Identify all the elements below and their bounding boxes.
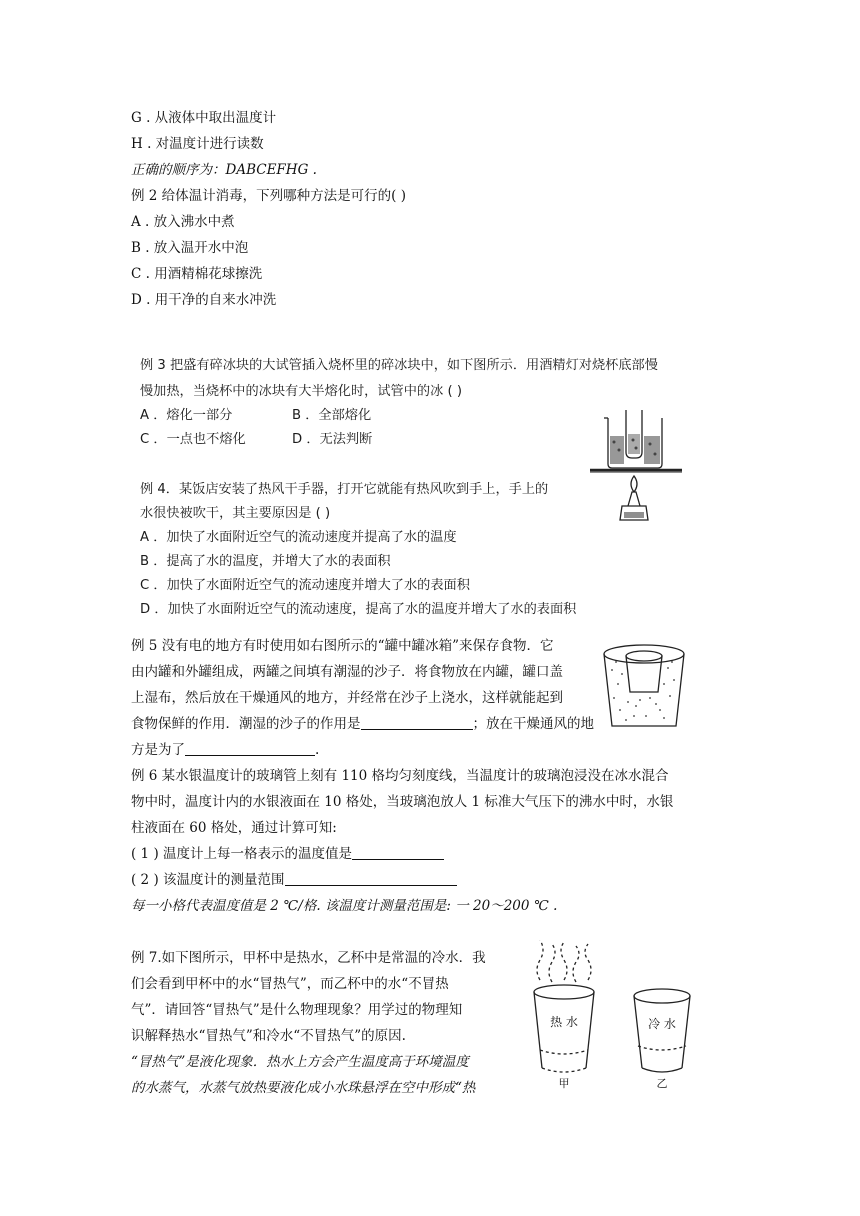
example-7-line-2: 们会看到甲杯中的水“冒热气”，而乙杯中的水“不冒热 — [131, 976, 449, 992]
example-5-line-2: 由内罐和外罐组成，两罐之间填有潮湿的沙子．将食物放在内罐，罐口盖 — [131, 664, 563, 680]
example-5-line-5 — [131, 740, 319, 760]
example-7-line-4: 识解释热水“冒热气”和冷水“不冒热气”的原因. — [131, 1028, 406, 1044]
answer-blank-sand[interactable] — [361, 715, 473, 730]
question-2-text: ( 2 ) 该温度计的测量范围 — [131, 872, 285, 888]
example-5-line-4-start: 食物保鲜的作用．潮湿的沙子的作用是 — [131, 716, 361, 732]
example-5-line-4-end: ；放在干燥通风的地 — [472, 716, 594, 732]
example-6-answer: 每一小格代表温度值是 2 ℃/格. 该温度计测量范围是: 一 20～200 ℃ . — [131, 898, 558, 914]
answer-blank-degree-per-mark[interactable] — [352, 845, 444, 860]
example-4-option-b: B ．提高了水的温度，并增大了水的表面积 — [140, 554, 391, 569]
example-6-line-3: 柱液面在 60 格处，通过计算可知: — [131, 820, 337, 836]
hot-water-label: 热 水 — [550, 1015, 578, 1029]
example-5-line-5-start: 方是为了 — [131, 742, 185, 758]
cold-water-label: 冷 水 — [648, 1017, 676, 1031]
example-5-line-1: 例 5 没有电的地方有时使用如右图所示的“罐中罐冰箱”来保存食物．它 — [131, 638, 554, 654]
example-4-line-1: 例 4．某饭店安装了热风干手器，打开它就能有热风吹到手上，手上的 — [140, 482, 549, 497]
example-5-line-4 — [131, 714, 594, 734]
example-4-option-c: C ．加快了水面附近空气的流动速度并增大了水的表面积 — [140, 578, 470, 593]
example-2-question: 例 2 给体温计消毒，下列哪种方法是可行的( ) — [131, 188, 406, 204]
option-h: H . 对温度计进行读数 — [131, 136, 264, 152]
example-3-option-a: A ．熔化一部分 — [140, 408, 233, 423]
example-7-answer-line-1: “冒热气”是液化现象．热水上方会产生温度高于环境温度 — [131, 1054, 469, 1070]
example-6-line-1: 例 6 某水银温度计的玻璃管上刻有 110 格均匀刻度线，当温度计的玻璃泡浸没在冰水混合 — [131, 768, 669, 784]
example-4-option-a: A ．加快了水面附近空气的流动速度并提高了水的温度 — [140, 530, 457, 545]
example-5-line-5-end: . — [315, 742, 320, 758]
example-3-option-b: B ．全部熔化 — [292, 408, 372, 423]
example-6-question-1 — [131, 844, 444, 864]
question-1-text: ( 1 ) 温度计上每一格表示的温度值是 — [131, 846, 352, 862]
example-2-option-c: C . 用酒精棉花球擦洗 — [131, 266, 263, 282]
answer-blank-range[interactable] — [285, 871, 457, 886]
answer-order: 正确的顺序为：DABCEFHG . — [131, 162, 317, 178]
example-3-line-2: 慢加热，当烧杯中的冰块有大半熔化时，试管中的冰 ( ) — [140, 384, 462, 399]
option-g: G . 从液体中取出温度计 — [131, 110, 277, 126]
example-4-option-d: D ．加快了水面附近空气的流动速度，提高了水的温度并增大了水的表面积 — [140, 602, 577, 617]
example-5-line-3: 上湿布，然后放在干燥通风的地方，并经常在沙子上浇水，这样就能起到 — [131, 690, 563, 706]
example-2-option-b: B . 放入温开水中泡 — [131, 240, 249, 256]
beaker-lamp-figure — [588, 408, 684, 526]
pot-in-pot-cooler-figure — [598, 640, 690, 732]
example-7-line-1: 例 7.如下图所示，甲杯中是热水，乙杯中是常温的冷水．我 — [131, 950, 486, 966]
example-6-question-2 — [131, 870, 457, 890]
example-7-line-3: 气”．请回答“冒热气”是什么物理现象？用学过的物理知 — [131, 1002, 463, 1018]
example-2-option-d: D . 用干净的自来水冲洗 — [131, 292, 277, 308]
example-3-option-c: C ．一点也不熔化 — [140, 432, 246, 447]
example-7-answer-line-2: 的水蒸气，水蒸气放热要液化成小水珠悬浮在空中形成“热 — [131, 1080, 476, 1096]
answer-blank-dry-place[interactable] — [185, 741, 315, 756]
example-3-option-d: D ．无法判断 — [292, 432, 373, 447]
example-2-option-a: A . 放入沸水中煮 — [131, 214, 235, 230]
example-3-line-1: 例 3 把盛有碎冰块的大试管插入烧杯里的碎冰块中，如下图所示．用酒精灯对烧杯底部慢 — [140, 358, 658, 373]
hot-cold-cups-figure — [530, 940, 720, 1090]
example-4-line-2: 水很快被吹干，其主要原因是 ( ) — [140, 506, 331, 521]
example-6-line-2: 物中时，温度计内的水银液面在 10 格处，当玻璃泡放人 1 标准大气压下的沸水中时，水银 — [131, 794, 674, 810]
cup-yi-caption: 乙 — [656, 1077, 668, 1090]
cup-jia-caption: 甲 — [558, 1077, 570, 1090]
